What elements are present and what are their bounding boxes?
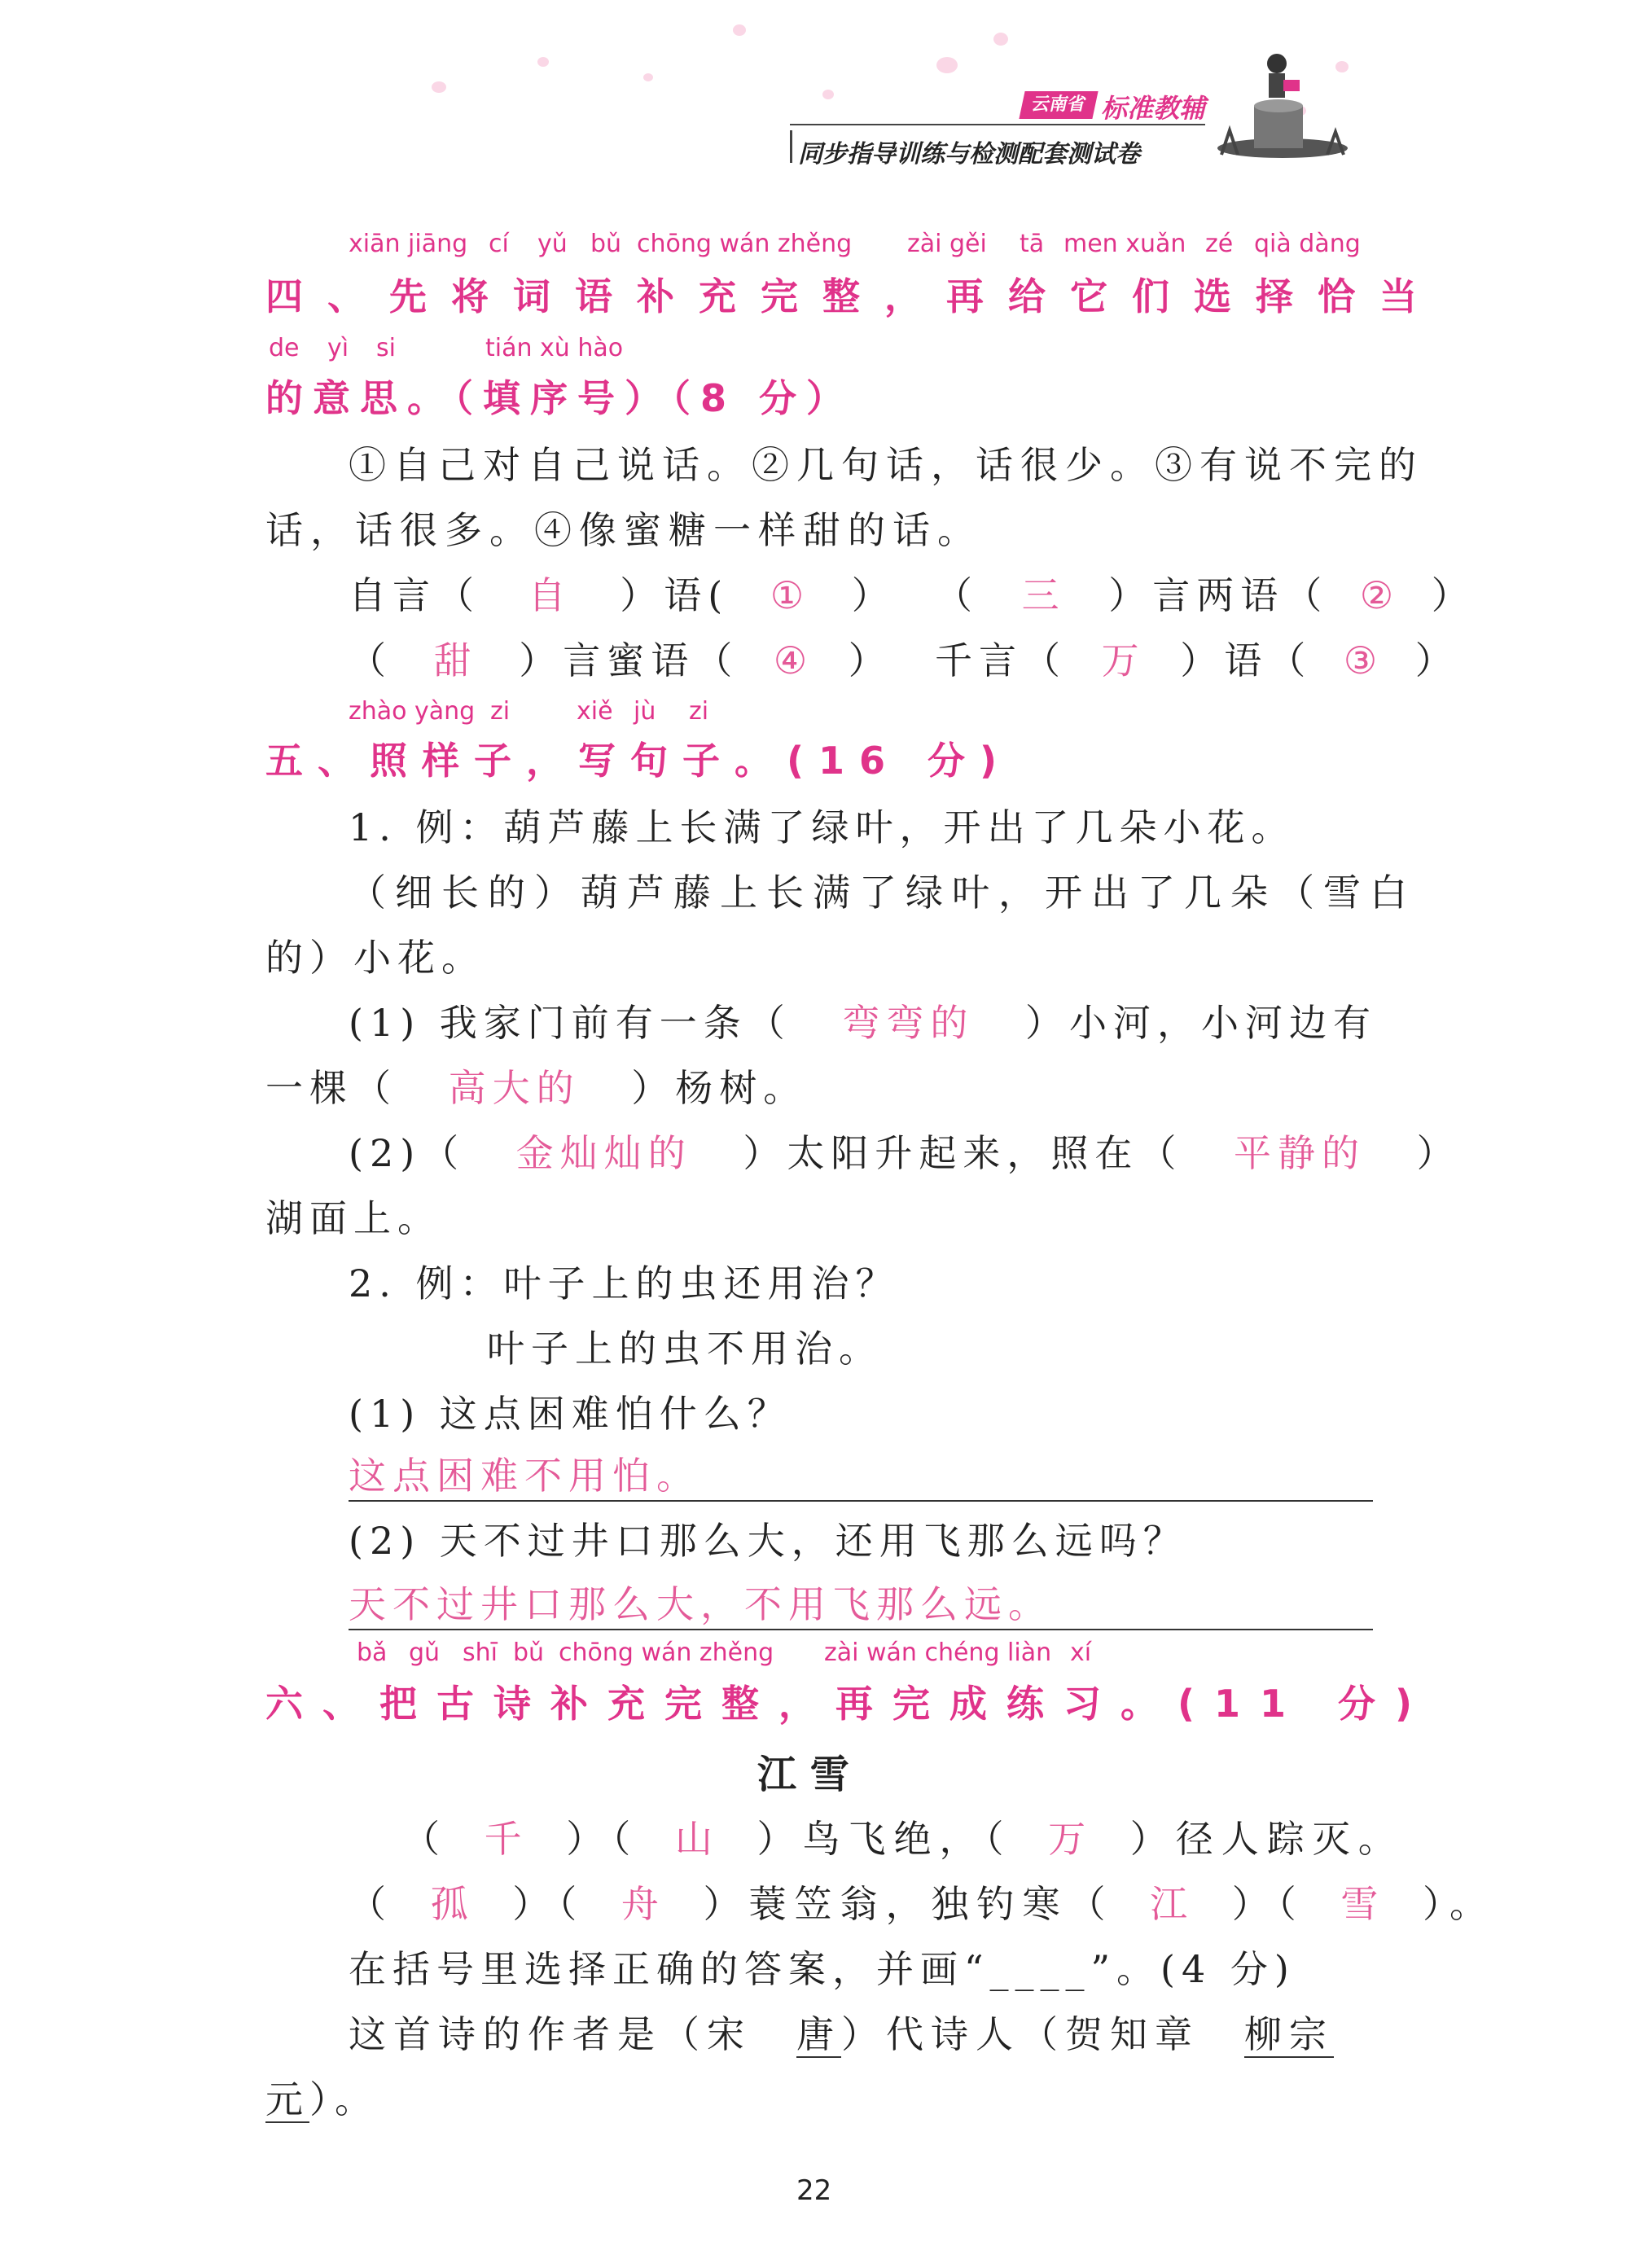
- decorative-petal: [822, 90, 834, 99]
- answer: 雪: [1340, 1882, 1387, 1926]
- question-text: (2)（: [349, 1131, 466, 1175]
- pinyin: xí: [1070, 1638, 1092, 1667]
- idiom-row: [935, 631, 1459, 685]
- idiom-text: ）: [851, 573, 896, 617]
- underlined-answer: 元: [265, 2077, 309, 2121]
- author-question-cont: [265, 2070, 379, 2124]
- answer: 自: [528, 573, 572, 617]
- pinyin: si: [376, 334, 396, 362]
- poem-text: ）（: [512, 1882, 585, 1926]
- poem-text: （: [402, 1817, 448, 1861]
- brand-title: 标准教辅: [1101, 93, 1206, 124]
- poem-text: ）（: [1231, 1882, 1305, 1926]
- decorative-petal: [733, 24, 746, 36]
- idiom-text: 自言（: [349, 573, 480, 617]
- idiom-text: ）语(: [620, 573, 730, 617]
- section-4-title: 四、先将词语补充完整，再给它们选择恰当: [265, 274, 1441, 318]
- answer: ①: [770, 573, 811, 617]
- decorative-petal: [643, 73, 653, 81]
- idiom-text: ）言蜜语（: [519, 638, 739, 682]
- idiom-text: （: [935, 573, 979, 617]
- section-4-title-cont: 的意思。（填序号）（8 分）: [265, 376, 854, 420]
- decorative-petal: [537, 57, 549, 67]
- answer: 舟: [621, 1882, 667, 1926]
- pinyin: bǔ: [590, 230, 622, 258]
- answer: 千: [484, 1817, 530, 1861]
- pinyin: zài wán chéng liàn: [824, 1638, 1052, 1667]
- question-text: ）小河，小河边有: [1025, 1001, 1378, 1045]
- answer: 甜: [433, 638, 478, 682]
- pinyin: tā: [1020, 230, 1045, 258]
- pinyin: bǔ: [513, 1638, 545, 1667]
- decorative-petal: [936, 57, 958, 73]
- answer: 江: [1150, 1882, 1196, 1926]
- pinyin: xiě: [577, 697, 613, 726]
- question-text: ）代诗人（贺知章: [841, 2012, 1244, 2056]
- pinyin: chōng wán zhěng: [637, 230, 853, 258]
- idiom-row: [349, 566, 896, 620]
- answer-line: 天不过井口那么大，不用飞那么远。: [349, 1575, 1373, 1630]
- answer: 山: [674, 1817, 721, 1861]
- idiom-row: [935, 566, 1476, 620]
- poem-text: （: [349, 1882, 394, 1926]
- answer: ③: [1343, 638, 1384, 682]
- answer: 三: [1021, 573, 1066, 617]
- poem-line-1: [402, 1810, 1404, 1863]
- example-2-answer: 叶子上的虫不用治。: [487, 1327, 883, 1371]
- pinyin: yǔ: [537, 230, 568, 258]
- question-text: ）。: [309, 2077, 379, 2121]
- underlined-answer: 唐: [796, 2012, 841, 2056]
- pinyin: men xuǎn: [1063, 230, 1186, 258]
- question-text: ）: [1416, 1131, 1461, 1175]
- idiom-text: 千言（: [935, 638, 1067, 682]
- meaning-options: ①自己对自己说话。②几句话，话很少。③有说不完的: [349, 443, 1423, 487]
- pinyin: chōng wán zhěng: [559, 1638, 774, 1667]
- question-2-1: (1) 这点困难怕什么？: [349, 1392, 792, 1436]
- exercise-instruction: 在括号里选择正确的答案，并画“____”。(4 分): [349, 1947, 1296, 1991]
- meaning-options: 话，话很多。④像蜜糖一样甜的话。: [265, 508, 982, 552]
- answer-line: 这点困难不用怕。: [349, 1446, 1373, 1502]
- author-question: [349, 2005, 1334, 2059]
- pinyin: xiān jiāng: [349, 230, 468, 258]
- pinyin: jù: [634, 697, 656, 726]
- idiom-text: ）: [1414, 638, 1459, 682]
- answer: 平静的: [1234, 1131, 1366, 1175]
- pinyin: zài gěi: [907, 230, 987, 258]
- example-1: 1. 例：葫芦藤上长满了绿叶，开出了几朵小花。: [349, 805, 1296, 849]
- pinyin: zé: [1205, 230, 1234, 258]
- pinyin: qià dàng: [1254, 230, 1361, 258]
- question-1-1-cont: [265, 1059, 807, 1112]
- section-5-title: 五、照样子，写句子。(16 分): [265, 739, 1012, 783]
- pinyin: de: [269, 334, 300, 362]
- answer: 高大的: [448, 1066, 581, 1110]
- pinyin: bǎ: [357, 1638, 388, 1667]
- poem-title: 江 雪: [757, 1752, 849, 1797]
- underlined-answer: 柳宗: [1244, 2012, 1334, 2056]
- question-1-2: [349, 1124, 1461, 1178]
- question-text: ）杨树。: [631, 1066, 808, 1110]
- question-1-2-cont: 湖面上。: [265, 1196, 441, 1240]
- poem-text: ）径人踪灭。: [1129, 1817, 1404, 1861]
- pinyin: tián xù hào: [485, 334, 624, 362]
- question-text: 一棵（: [265, 1066, 397, 1110]
- section-6-title: 六、把古诗补充完整，再完成练习。(11 分): [265, 1682, 1432, 1726]
- question-text: ）太阳升起来，照在（: [743, 1131, 1183, 1175]
- decorative-petal: [993, 33, 1008, 46]
- question-1-1: [349, 994, 1377, 1047]
- example-1-sentence: 的）小花。: [265, 936, 485, 980]
- idiom-text: ）语（: [1180, 638, 1313, 682]
- header-divider: [790, 124, 1205, 125]
- poem-text: ）。: [1423, 1882, 1495, 1926]
- idiom-text: ）: [848, 638, 892, 682]
- poem-text: ）（: [566, 1817, 639, 1861]
- answer: 孤: [430, 1882, 476, 1926]
- publisher-badge: 云南省: [1019, 91, 1098, 119]
- header-subtitle: 同步指导训练与检测配套测试卷: [798, 140, 1140, 169]
- question-2-2: (2) 天不过井口那么大，还用飞那么远吗？: [349, 1519, 1187, 1563]
- example-2: 2. 例：叶子上的虫还用治？: [349, 1261, 900, 1305]
- idiom-row: [349, 631, 892, 685]
- decorative-petal: [432, 81, 446, 93]
- pinyin: zi: [689, 697, 709, 726]
- header-bar: [790, 130, 792, 163]
- answer: 万: [1048, 1817, 1094, 1861]
- pinyin: zi: [490, 697, 511, 726]
- pinyin: gǔ: [409, 1638, 441, 1667]
- pinyin: shī: [463, 1638, 498, 1667]
- page-number: 22: [796, 2174, 832, 2207]
- pinyin: zhào yàng: [349, 697, 476, 726]
- poem-line-2: [349, 1875, 1495, 1928]
- poem-text: ）鸟飞绝，（: [756, 1817, 1012, 1861]
- example-1-sentence: （细长的）葫芦藤上长满了绿叶，开出了几朵（雪白: [349, 871, 1416, 915]
- pinyin: cí: [489, 230, 509, 258]
- idiom-text: （: [349, 638, 392, 682]
- reading-child-illustration-icon: [1205, 41, 1360, 163]
- answer: ④: [773, 638, 814, 682]
- pinyin: yì: [327, 334, 349, 362]
- answer: 万: [1101, 638, 1146, 682]
- question-text: 这首诗的作者是（宋: [349, 2012, 796, 2056]
- poem-text: ）蓑笠翁，独钓寒（: [703, 1882, 1114, 1926]
- question-text: (1) 我家门前有一条（: [349, 1001, 792, 1045]
- idiom-text: ）: [1431, 573, 1476, 617]
- answer: 弯弯的: [842, 1001, 975, 1045]
- idiom-text: ）言两语（: [1108, 573, 1329, 617]
- answer: ②: [1359, 573, 1401, 617]
- answer: 金灿灿的: [515, 1131, 692, 1175]
